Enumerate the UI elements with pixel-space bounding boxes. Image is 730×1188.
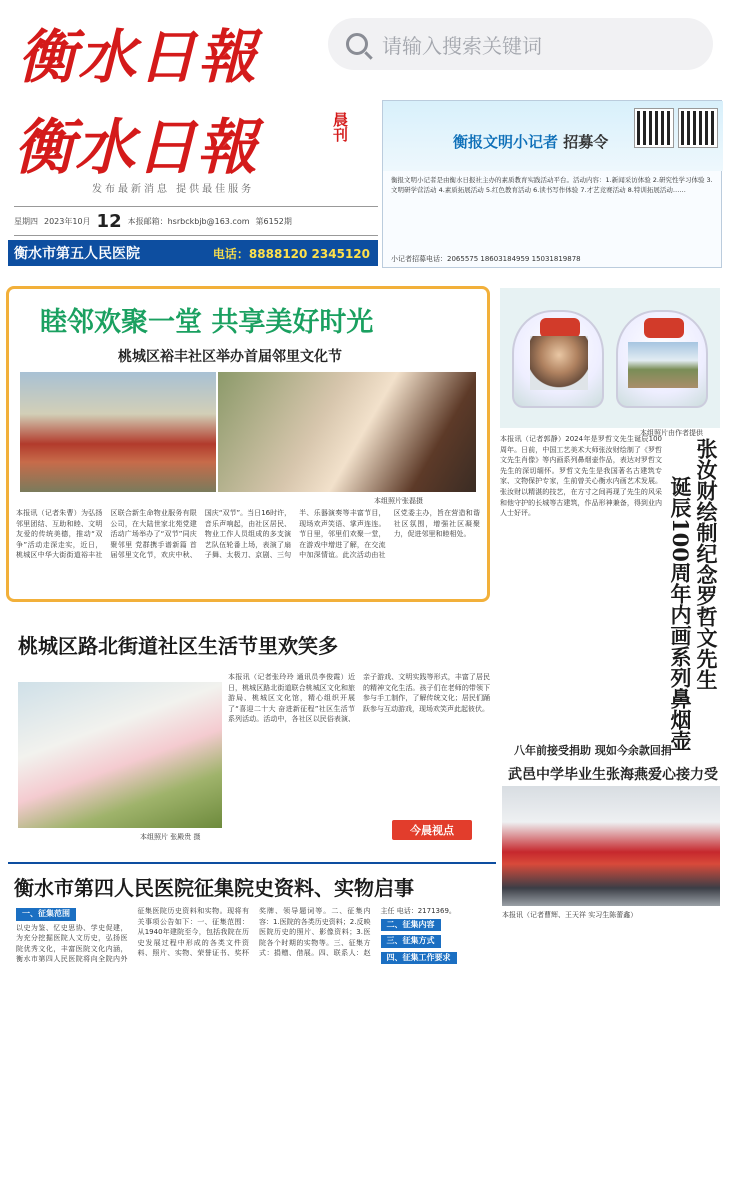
section-heading: 四、征集工作要求 [381,952,457,965]
masthead-name: 衡水日報 [14,113,258,183]
masthead-slogan: 发布最新消息 提供最佳服务 [92,184,255,195]
issue-day: 12 [96,210,122,232]
issue-number: 第6152期 [255,216,292,226]
email: 本报邮箱：hsrbckbjb@163.com [127,216,250,226]
recruit-contact: 小记者招募电话：2065575 18603184959 15031819878 [391,255,581,263]
snuff-bottle-image [512,310,604,408]
article-1-photo [218,372,476,492]
search-bar[interactable] [328,18,713,70]
feature-headline-a[interactable]: 张汝财绘制纪念罗哲文先生 [694,438,719,690]
article-1-caption: 本组照片张磊摄 [374,497,423,505]
story-headline[interactable]: 武邑中学毕业生张海燕爱心接力受 [508,767,718,783]
feature-headline-b[interactable]: 诞辰100周年内画系列鼻烟壶 [668,476,693,751]
article-1-photo [20,372,216,492]
divider [8,862,496,864]
snuff-bottle-photos [500,288,720,428]
section-heading: 一、征集范围 [16,908,76,921]
article-1-body: 本报讯（记者朱曹）为弘扬邻里团结、互助和睦、文明友爱的传统美德，推动“双争”活动走深走实，近日，桃城区中华大街街道裕丰社区联合新生命物业服务有限公司，在大陆世家北苑党建活动广场举办了“双节”同庆聚邻里 党群携手谱新篇 首届邻里文化节，欢庆中秋、国庆“双节”。当日16时许，音乐声响起，由社区居民、物业工作人员组成的多支演艺队伍轮番上场，表演了扇子舞、太极刀、京剧、三句半、乐器演奏等丰富节目，现场欢声笑语、掌声连连。节日里，邻里们欢聚一堂，在游戏中增进了解，在交流中加深情谊。此次活动由社区党委主办，旨在营造和谐社区氛围，增强社区凝聚力，促进邻里和睦相处。 [16,509,480,560]
bottle-cap [644,318,684,338]
portrait-painting [530,336,588,390]
section-heading: 二、征集内容 [381,919,441,932]
recruit-text: 衡报文明小记者是由衡水日报社主办的素质教育实践活动平台。活动内容：1.新闻采访体验 2.研究性学习体验 3.文明研学营活动 4.素质拓展活动 5.红色教育活动 6.读书写作体验 7.才艺竞赛活动 8.特训拓展活动…… [391,176,713,194]
top-logo: 衡水日報 [18,23,259,91]
recruit-title [453,131,608,152]
snuff-bottle-image [616,310,708,408]
search-input[interactable]: 请输入搜索关键词 [382,33,542,58]
recruit-subtitle: 招募令 [563,133,609,151]
qr-code-icon [679,109,717,147]
weekday: 星期四 [14,216,38,226]
article-3-headline[interactable]: 衡水市第四人民医院征集院史资料、实物启事 [14,876,414,900]
edition-label: 晨刊 [331,112,349,142]
search-icon [346,33,368,55]
story-kicker: 八年前接受捐助 现如今余款回捐 [514,744,672,757]
reporter-recruit-ad [382,100,722,268]
hospital-name: 衡水市第五人民医院 [14,246,140,262]
qr-code-icon [635,109,673,147]
recruit-title-text: 衡报文明小记者 [453,133,559,151]
article-1-headline[interactable]: 睦邻欢聚一堂 共享美好时光 [40,307,374,338]
story-body: 本报讯（记者曹辉、王天祥 实习生陈蕾鑫） [502,911,638,919]
article-2-photo [18,682,222,828]
great-wall-painting [628,342,698,388]
issue-date: 2023年10月 [44,216,91,226]
bottle-cap [540,318,580,338]
article-3-body [16,906,492,1182]
hospital-tel: 电话：8888120 2345120 [212,246,370,261]
article-1-subhead: 桃城区裕丰社区举办首届邻里文化节 [118,349,342,365]
feature-body: 本报讯（记者郭静）2024年是罗哲文先生诞辰100周年。日前，中国工艺美术大师张汝财绘制了《罗哲文先生肖像》等内画系列鼻烟壶作品，表达对罗哲文先生的深切缅怀。罗哲文先生是我国著名古建筑专家、文物保护专家，生前曾关心衡水内画艺术发展。张汝财以精湛的技艺，在方寸之间再现了先生的风采和他守护的长城等古建筑，作品形神兼备，得到业内人士好评。 [500,435,662,518]
article-2-headline[interactable]: 桃城区路北街道社区生活节里欢笑多 [18,634,338,658]
article-3-columns [16,906,492,1182]
article-2-caption: 本组照片 张殿贵 摄 [140,833,201,841]
issue-info-row [14,206,378,236]
story-photo [502,786,720,906]
today-view-tag: 今晨视点 [392,820,472,840]
section-heading: 三、征集方式 [381,935,441,948]
article-3-text: 以史为鉴、忆史思协、学史促建，为充分挖掘医院人文历史，弘扬医院优秀文化，丰富医院文化内涵，衡水市第四人民医院将向全院内外征集医院历史资料和实物。现将有关事项公告如下：一、征集范围：从1940年建院至今，包括我院在历史发展过程中形成的各类文件资料、照片、实物、荣誉证书、奖杯奖牌、领导题词等。二、征集内容：1.医院的各类历史资料；2.反映医院历史的照片、影像资料；3.医院各个时期的实物等。三、征集方式：捐赠、借展。四、联系人：赵主任 电话：2171369。 [16,907,456,964]
hospital-ad-bar [8,240,378,266]
article-2-body: 本报讯（记者张玲玲 通讯员李俊霞）近日，桃城区路北街道联合桃城区文化和旅游局、桃城区文化馆，精心组织开展了“喜迎二十大 奋进新征程”社区生活节系列活动。活动中，各社区以民俗表演、亲子游戏、文明实践等形式，丰富了居民的精神文化生活。孩子们在老师的带领下参与手工制作，了解传统文化；居民们踊跃参与互动游戏，现场欢笑声此起彼伏。 [228,673,490,724]
feature-photo-caption: 本组照片由作者提供 [640,429,703,437]
